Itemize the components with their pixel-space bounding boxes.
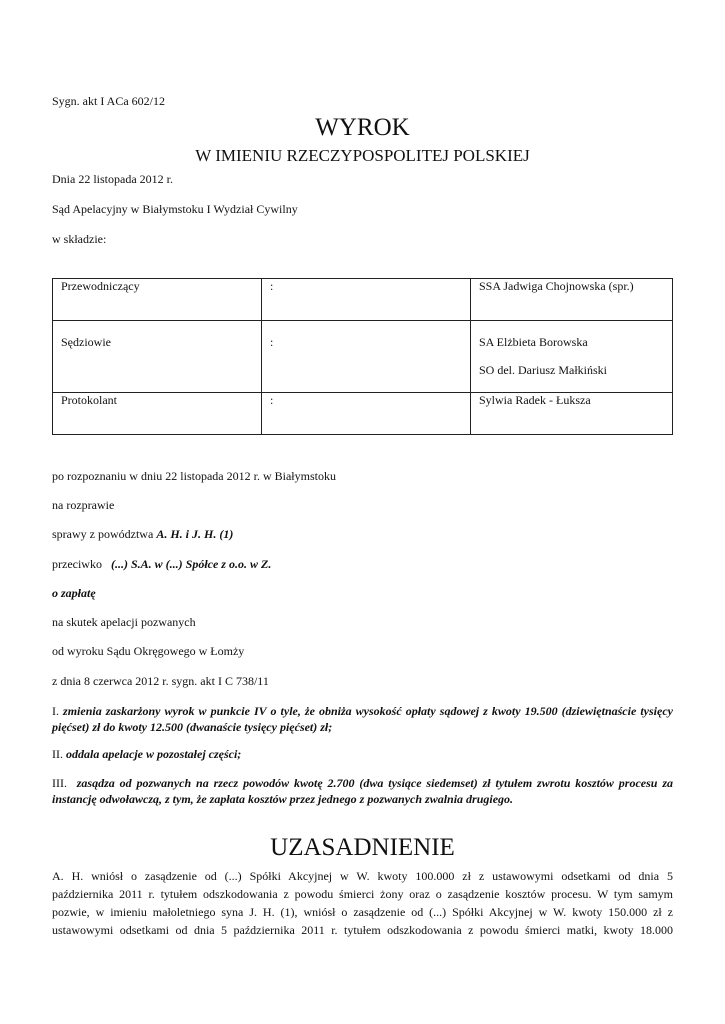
judge-name: SSA Jadwiga Chojnowska (spr.) (479, 279, 634, 293)
court-line: Sąd Apelacyjny w Białymstoku I Wydział Cywilny (52, 202, 298, 216)
role-cell (53, 321, 262, 393)
separator-cell (262, 321, 471, 393)
plaintiffs-line (52, 527, 233, 541)
document-subtitle: W IMIENIU RZECZYPOSPOLITEJ POLSKIEJ (195, 146, 530, 165)
role-cell (53, 279, 262, 321)
clerk-name: Sylwia Radek - Łuksza (479, 393, 591, 407)
lower-court-line: od wyroku Sądu Okręgowego w Łomży (52, 644, 245, 658)
lower-judgment-line: z dnia 8 czerwca 2012 r. sygn. akt I C 738/11 (52, 674, 269, 688)
defendants-prefix: przeciwko (52, 557, 105, 571)
ruling-point-1 (52, 703, 673, 735)
point-text: zmienia zaskarżony wyrok w punkcie IV o tyle, że obniża wysokość opłaty sądowej z kwoty 19.500 (dziewiętnaście tysięcy pięćset) zł do kwoty 12.500 (dwanaście tysięcy pięćset) zł; (52, 704, 673, 734)
separator-cell (262, 393, 471, 435)
point-text: zasądza od pozwanych na rzecz powodów kwotę 2.700 (dwa tysiące siedemset) zł tytułem zwrotu kosztów procesu za instancję odwoławczą, z tym, że zapłata kosztów przez jednego z pozwanych zwalnia drugiego. (52, 776, 673, 806)
role-label: Sędziowie (61, 335, 111, 349)
point-number: II. (52, 747, 66, 761)
text-line: ustawowymi odsetkami od dnia 5 października 2011 r. tytułem odszkodowania z powodu śmierci matki, kwoty 18.000 (52, 923, 673, 937)
names-cell (471, 393, 673, 435)
plaintiffs-prefix: sprawy z powództwa (52, 527, 157, 541)
table-row (53, 279, 673, 321)
text-line: października 2011 r. tytułem odszkodowania z powodu śmierci żony oraz o zasądzenie kosztów procesu. W tym samym (52, 887, 673, 901)
judge-name: SO del. Dariusz Małkiński (479, 363, 607, 377)
ruling-point-2 (52, 747, 241, 761)
text-line: pozwie, w imieniu małoletniego syna J. H. (1), wniósł o zasądzenie od (...) Spółki Akcyjnej w W. kwoty 150.000 zł z (52, 905, 673, 919)
justification-heading: UZASADNIENIE (270, 834, 455, 861)
names-cell (471, 321, 673, 393)
court-panel-table (52, 278, 673, 435)
plaintiffs-names: A. H. i J. H. (1) (156, 527, 234, 541)
hearing-line: na rozprawie (52, 498, 115, 512)
table-row (53, 321, 673, 393)
point-number: I. (52, 704, 64, 718)
defendants-names: (...) S.A. w (...) Spółce z o.o. w Z. (110, 557, 272, 571)
date-line: Dnia 22 listopada 2012 r. (52, 172, 173, 186)
case-number: Sygn. akt I ACa 602/12 (52, 94, 165, 108)
composition-line: w składzie: (52, 232, 107, 246)
document-title: WYROK (315, 114, 410, 141)
separator: : (270, 393, 274, 407)
point-text: oddala apelacje w pozostałej części; (66, 747, 242, 761)
table-row (53, 393, 673, 435)
justification-text (52, 867, 673, 939)
separator-cell (262, 279, 471, 321)
names-cell (471, 279, 673, 321)
judge-name: SA Elżbieta Borowska (479, 335, 588, 349)
role-label: Przewodniczący (61, 279, 140, 293)
defendants-line (52, 557, 271, 571)
separator: : (270, 279, 274, 293)
separator: : (270, 335, 274, 349)
role-cell (53, 393, 262, 435)
claim-subject: o zapłatę (52, 586, 96, 600)
text-line: A. H. wniósł o zasądzenie od (...) Spółki Akcyjnej w W. kwoty 100.000 zł z ustawowymi odsetkami od dnia 5 (52, 869, 673, 883)
point-number: III. (52, 776, 72, 790)
appeal-line: na skutek apelacji pozwanych (52, 615, 196, 629)
ruling-point-3 (52, 775, 673, 807)
role-label: Protokolant (61, 393, 117, 407)
proceedings-date-line: po rozpoznaniu w dniu 22 listopada 2012 r. w Białymstoku (52, 469, 336, 483)
